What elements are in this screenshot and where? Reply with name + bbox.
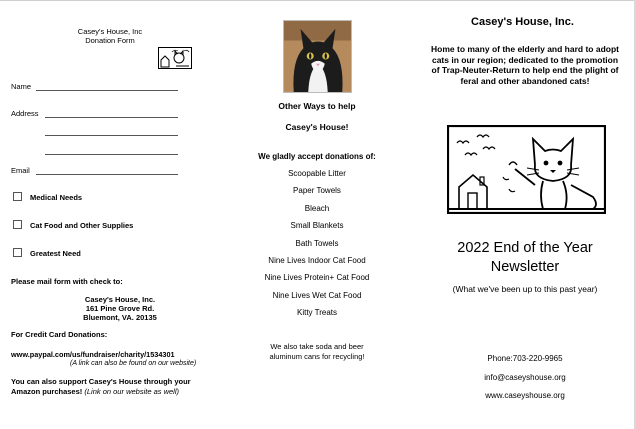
donation-item: Nine Lives Protein+ Cat Food [264,273,370,282]
recycle-note-line-2: aluminum cans for recycling! [269,352,365,361]
mail-address-line-3: Bluemont, VA. 20135 [83,313,157,322]
credit-card-heading: For Credit Card Donations: [11,330,108,339]
page-top-border [0,0,636,1]
phone-number: Phone:703-220-9965 [487,354,563,363]
email-label: Email [11,166,30,175]
paypal-url[interactable]: www.paypal.com/us/fundraiser/charity/1534301 [11,350,175,359]
cat-house-logo-icon [158,47,192,69]
amazon-support-text [11,377,216,397]
caseys-house-heading: Casey's House! [285,122,349,132]
donation-form-title: Donation Form [85,36,135,45]
amazon-note: (Link on our website as well) [84,387,180,396]
recycle-note-line-1: We also take soda and beer [270,342,364,351]
donation-item: Scoopable Litter [288,169,346,178]
greatest-need-checkbox[interactable] [13,248,22,257]
mail-instructions: Please mail form with check to: [11,277,123,286]
newsletter-subtitle: (What we've been up to this past year) [452,284,598,294]
newsletter-title [430,239,620,277]
paypal-note: (A link can also be found on our website) [70,360,197,367]
donation-item: Kitty Treats [296,308,337,317]
amazon-text: You can also support Casey's House through your Amazon purchases! [11,377,191,396]
newsletter-org-name: Casey's House, Inc. [471,16,574,28]
donation-item: Paper Towels [293,186,341,195]
cat-house-logo-icon [447,125,606,214]
cat-food-supplies-label: Cat Food and Other Supplies [30,221,134,230]
other-ways-heading: Other Ways to help [278,101,356,111]
greatest-need-label: Greatest Need [30,249,81,258]
mail-address-line-2: 161 Pine Grove Rd. [85,304,155,313]
donation-item: Bleach [304,204,330,213]
mail-address-line-1: Casey's House, Inc. [84,295,156,304]
accept-donations-heading: We gladly accept donations of: [258,152,376,161]
address-input-line-3[interactable] [45,154,178,155]
email-input-line[interactable] [36,174,178,175]
cat-food-supplies-checkbox[interactable] [13,220,22,229]
donation-item: Bath Towels [295,239,339,248]
newsletter-title-line-2: Newsletter [490,259,560,275]
name-label: Name [11,82,32,91]
address-input-line-1[interactable] [45,117,178,118]
address-label: Address [11,109,39,118]
left-org-name: Casey's House, Inc [77,27,143,36]
donation-form-header [55,27,165,45]
website-link[interactable]: www.caseyshouse.org [485,391,565,400]
org-description: Home to many of the elderly and hard to adopt cats in our region; dedicated to the promotion of Trap-Neuter-Return to help end the plight of feral and other abandoned cats! [431,44,619,86]
contact-email[interactable]: info@caseyshouse.org [484,373,566,382]
mail-address [20,295,220,322]
medical-needs-checkbox[interactable] [13,192,22,201]
recycle-note [232,342,402,362]
donation-item: Nine Lives Wet Cat Food [272,291,362,300]
donation-item: Nine Lives Indoor Cat Food [268,256,366,265]
newsletter-title-line-1: 2022 End of the Year [457,240,593,256]
medical-needs-label: Medical Needs [30,193,83,202]
donation-item: Small Blankets [290,221,344,230]
name-input-line[interactable] [36,90,178,91]
tuxedo-cat-photo-icon [283,20,352,93]
address-input-line-2[interactable] [45,135,178,136]
